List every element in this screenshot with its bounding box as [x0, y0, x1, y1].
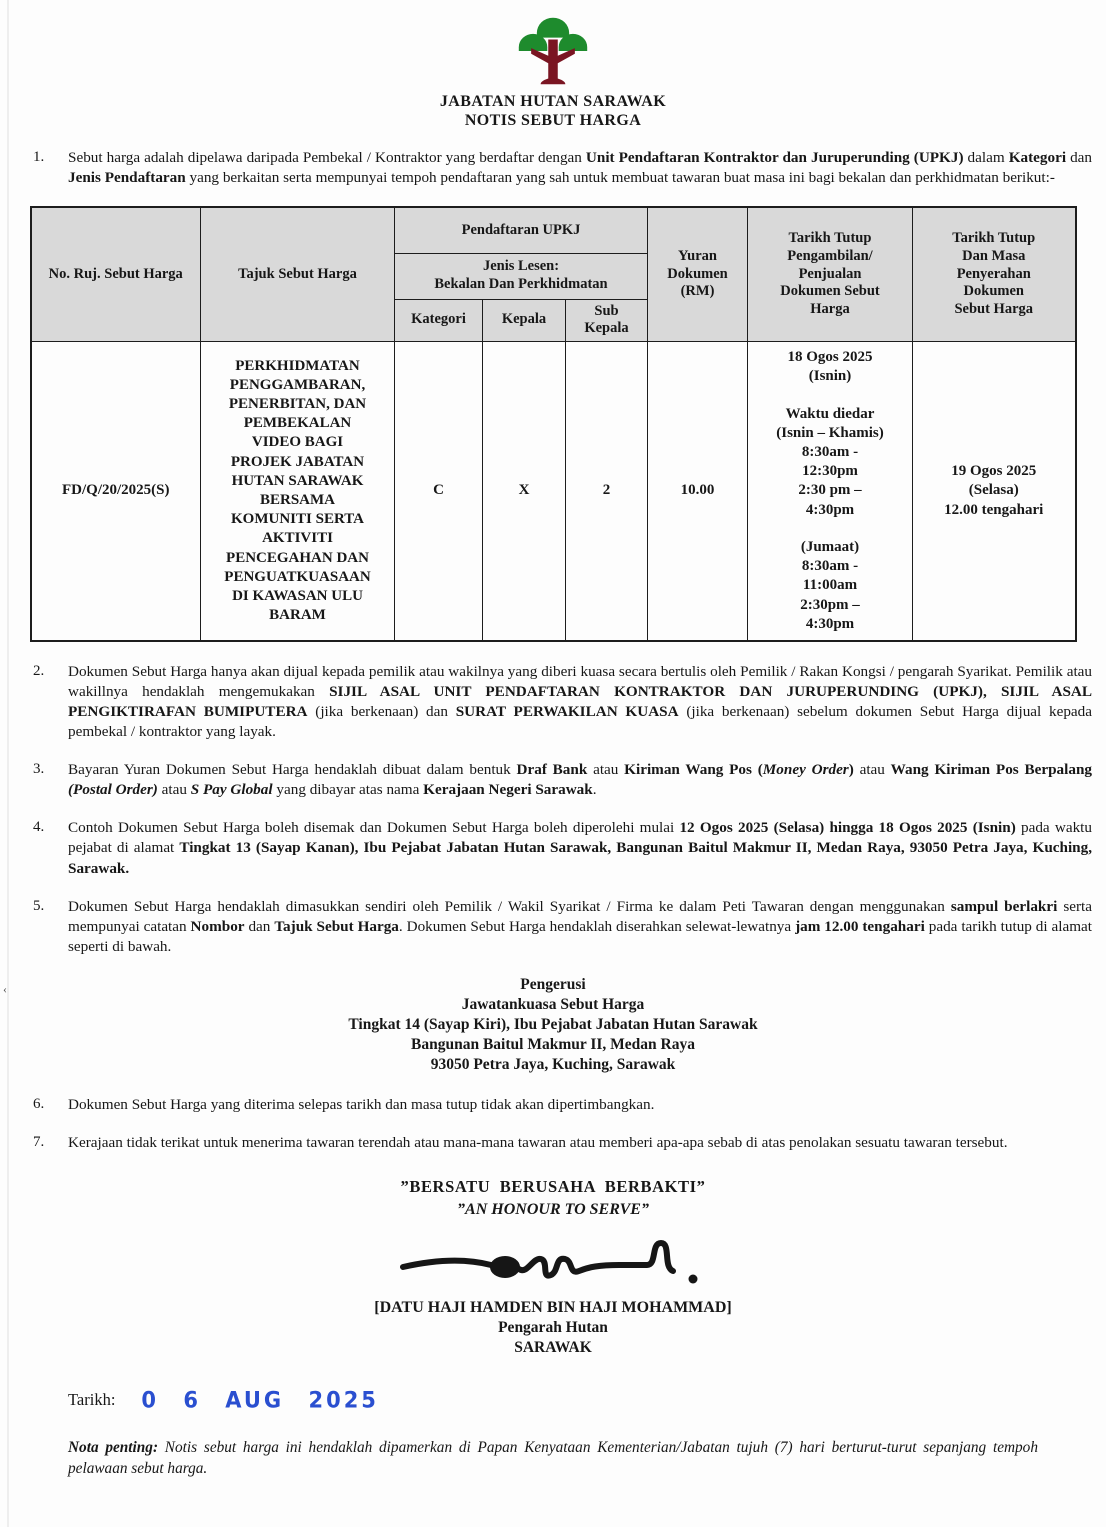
text-segment: (jika berkenaan) sebelum dokumen Sebut Harga dijual kepada pembekal / kontraktor yang layak.	[68, 703, 1093, 741]
clause-3	[0, 760, 1106, 800]
text-segment: SIJIL ASAL UNIT PENDAFTARAN KONTRAKTOR DAN JURUPERUNDING (UPKJ), SIJIL ASAL PENGIKTIRAFAN BUMIPUTERA	[68, 683, 1092, 721]
text-line: (Selasa)	[968, 482, 1019, 499]
clause-number: 6.	[33, 1095, 45, 1112]
text-segment: dan	[1066, 149, 1092, 166]
org-title: JABATAN HUTAN SARAWAK	[439, 93, 667, 110]
text-segment: atau	[157, 781, 191, 799]
text-line: 2:30 pm –	[798, 482, 862, 499]
text-segment: Tingkat 13 (Sayap Kanan), Ibu Pejabat Jabatan Hutan Sarawak, Bangunan Baitul Makmur II, Medan Raya, 93050 Petra Jaya, Kuching, Sarawak.	[68, 839, 1093, 877]
scan-artifact-line	[7, 0, 9, 1527]
text-line: (Isnin)	[808, 368, 852, 385]
text-segment: dan	[244, 917, 275, 935]
text-segment: Kerajaan tidak terikat untuk menerima tawaran terendah atau mana-mana tawaran atau memberi apa-apa sebab di atas penolakan sesuatu tawaran tersebut.	[68, 1133, 1008, 1151]
col-header-tajuk: Tajuk Sebut Harga	[201, 207, 395, 341]
text-line: 12.00 tengahari	[944, 501, 1044, 518]
text-line: Penyerahan	[956, 265, 1031, 282]
text-line: PROJEK JABATAN	[230, 453, 365, 470]
text-line: Sebut Harga	[954, 301, 1034, 318]
text-line: BERSAMA	[259, 492, 335, 509]
document-header	[0, 12, 1106, 130]
page-title: NOTIS SEBUT HARGA	[464, 112, 642, 129]
col-header-kategori: Kategori	[395, 299, 483, 341]
text-segment: Sebut harga adalah dipelawa daripada Pembekal / Kontraktor yang berdaftar dengan	[68, 149, 586, 166]
text-line: PENCEGAHAN DAN	[226, 549, 369, 566]
clause-text	[68, 662, 1092, 742]
text-line: Tingkat 14 (Sayap Kiri), Ibu Pejabat Jabatan Hutan Sarawak	[348, 1015, 758, 1033]
text-segment: pada tarikh tutup di alamat seperti di bawah.	[68, 917, 1092, 955]
text-line: Pengerusi	[520, 975, 586, 993]
text-segment: serta mempunyai catatan	[68, 897, 1093, 935]
clause-text	[68, 760, 1092, 800]
text-line: Dokumen	[667, 265, 728, 282]
text-line: BARAM	[269, 607, 326, 624]
cell-tarikh-penyerahan	[913, 342, 1076, 642]
text-segment: yang berkaitan serta mempunyai tempoh pendaftaran yang sah untuk membuat tawaran buat masa ini bagi bekalan dan perkhidmatan berikut:-	[185, 169, 1055, 187]
clause-number: 7.	[33, 1133, 45, 1150]
text-segment: )	[848, 761, 854, 779]
clause-number: 4.	[33, 819, 45, 836]
text-line: 93050 Petra Jaya, Kuching, Sarawak	[430, 1055, 676, 1073]
text-line: 11:00am	[802, 577, 858, 594]
text-line: PENGGAMBARAN,	[229, 376, 366, 393]
text-line: PENGUATKUASAAN	[224, 568, 371, 585]
text-line: KOMUNITI SERTA	[231, 511, 364, 528]
quotation-table	[30, 206, 1077, 642]
text-line: Tarikh Tutup	[788, 230, 872, 247]
text-line: Dokumen Sebut	[780, 283, 880, 300]
clause-text	[68, 1095, 1092, 1115]
cell-yuran: 10.00	[648, 342, 748, 642]
text-line: DI KAWASAN ULU	[232, 587, 363, 604]
text-line: Jenis Lesen:	[482, 258, 560, 275]
text-line: Sub	[594, 302, 619, 319]
signature	[393, 1229, 713, 1293]
submission-address	[0, 975, 1106, 1075]
table-row	[31, 342, 1076, 642]
text-segment: sampul berlakri	[950, 897, 1058, 915]
text-line: Bekalan Dan Perkhidmatan	[434, 276, 608, 293]
text-line: Jawatankuasa Sebut Harga	[461, 995, 645, 1013]
text-line: (RM)	[680, 283, 715, 300]
clause-number: 3.	[33, 761, 45, 778]
clause-text	[68, 897, 1092, 957]
motto-english: ”AN HONOUR TO SERVE”	[457, 1200, 649, 1218]
text-segment: Tajuk Sebut Harga	[274, 917, 399, 935]
text-line: Bangunan Baitul Makmur II, Medan Raya	[411, 1035, 695, 1053]
col-header-no-ruj: No. Ruj. Sebut Harga	[31, 207, 201, 341]
col-header-tarikh-pengambilan	[748, 207, 913, 341]
scan-artifact-mark: ‹	[3, 982, 7, 996]
cell-sub-kepala: 2	[566, 342, 648, 642]
text-line: 4:30pm	[805, 615, 855, 632]
text-segment: Dokumen Sebut Harga hanya akan dijual kepada pemilik atau wakilnya yang diberi kuasa secara bertulis oleh Pemilik / Rakan Kongsi / pengarah Syarikat. Pemilik atau wakillnya hendaklah mengemukakan	[68, 663, 1092, 701]
text-line: 18 Ogos 2025	[787, 349, 873, 365]
signatory-title: Pengarah Hutan	[498, 1318, 608, 1336]
clause-list	[0, 148, 1106, 1153]
text-segment: SURAT PERWAKILAN KUASA	[455, 703, 679, 721]
clause-number: 2.	[33, 663, 45, 680]
text-line: PENERBITAN, DAN	[228, 396, 367, 413]
col-header-jenis-lesen	[395, 253, 648, 299]
text-segment: Kiriman Wang Pos (	[624, 761, 763, 779]
signatory-region: SARAWAK	[514, 1338, 592, 1356]
text-segment: Nota penting:	[68, 1438, 159, 1456]
text-line: 4:30pm	[805, 501, 855, 518]
col-header-yuran	[648, 207, 748, 341]
date-line	[68, 1388, 1106, 1412]
cell-tarikh-pengambilan	[748, 342, 913, 642]
text-line: Waktu diedar	[785, 405, 875, 422]
text-segment: Draf Bank	[516, 761, 588, 779]
text-line: 2:30pm –	[800, 596, 860, 613]
motto-malay: ”BERSATU BERUSAHA BERBAKTI”	[400, 1176, 706, 1196]
cell-tajuk	[201, 342, 395, 642]
cell-no-ruj: FD/Q/20/2025(S)	[31, 342, 201, 642]
text-line: 8:30am -	[801, 444, 859, 461]
clause-text	[68, 1133, 1092, 1153]
cell-kategori: C	[395, 342, 483, 642]
text-segment: Jenis Pendaftaran	[68, 169, 186, 187]
col-header-pendaftaran-upkj: Pendaftaran UPKJ	[395, 207, 648, 253]
clause-5	[0, 897, 1106, 957]
col-header-kepala: Kepala	[483, 299, 566, 341]
text-segment: Contoh Dokumen Sebut Harga boleh disemak dan Dokumen Sebut Harga boleh diperolehi mulai	[68, 819, 680, 837]
text-line: Penjualan	[798, 265, 862, 282]
text-line: HUTAN SARAWAK	[231, 472, 364, 489]
text-line: Dan Masa	[962, 248, 1026, 265]
text-segment: Notis sebut harga ini hendaklah dipamerkan di Papan Kenyataan Kementerian/Jabatan tujuh (7) hari berturut-turut sepanjang tempoh pelawaan sebut harga.	[68, 1438, 1038, 1477]
text-line	[752, 386, 908, 404]
text-segment: atau	[853, 761, 891, 779]
text-segment: Nombor	[190, 917, 245, 935]
col-header-sub-kepala	[566, 299, 648, 341]
text-segment: Wang Kiriman Pos Berpalang	[890, 761, 1092, 779]
text-line: Harga	[810, 301, 850, 318]
text-line: Kepala	[584, 320, 629, 337]
text-line: 12:30pm	[802, 463, 858, 480]
text-segment: . Dokumen Sebut Harga hendaklah diserahkan selewat-lewatnya	[398, 917, 796, 935]
text-segment: atau	[587, 761, 625, 779]
forestry-department-logo-icon	[505, 12, 601, 88]
cell-kepala: X	[483, 342, 566, 642]
clause-number: 5.	[33, 897, 45, 914]
date-label: Tarikh:	[68, 1389, 116, 1409]
text-segment: Kategori	[1008, 149, 1067, 166]
text-segment: Dokumen Sebut Harga yang diterima selepas tarikh dan masa tutup tidak akan dipertimbangkan.	[68, 1095, 655, 1113]
text-line: PEMBEKALAN	[243, 415, 352, 432]
text-segment: dalam	[963, 149, 1009, 166]
col-header-tarikh-penyerahan	[913, 207, 1076, 341]
text-line: Pengambilan/	[787, 248, 873, 265]
text-segment: Bayaran Yuran Dokumen Sebut Harga hendaklah dibuat dalam bentuk	[68, 761, 517, 779]
text-segment: 12 Ogos 2025 (Selasa) hingga 18 Ogos 2025 (Isnin)	[679, 819, 1016, 837]
text-segment: (jika berkenaan) dan	[307, 703, 456, 721]
text-segment: yang dibayar atas nama	[272, 781, 424, 799]
text-line: 19 Ogos 2025	[951, 463, 1037, 480]
text-line: Dokumen	[963, 283, 1024, 300]
clause-2	[0, 662, 1106, 742]
clause-1	[0, 148, 1106, 188]
clause-7	[0, 1133, 1106, 1153]
text-segment: pada waktu pejabat di alamat	[68, 819, 1092, 857]
text-line: (Isnin – Khamis)	[776, 424, 884, 441]
text-line: Yuran	[678, 248, 717, 265]
text-segment: Kerajaan Negeri Sarawak	[423, 781, 593, 799]
clause-4	[0, 818, 1106, 878]
text-segment: jam 12.00 tengahari	[795, 917, 925, 935]
important-note	[68, 1438, 1038, 1479]
signatory-name: [DATU HAJI HAMDEN BIN HAJI MOHAMMAD]	[374, 1298, 732, 1316]
signature-block	[0, 1229, 1106, 1358]
text-line: Tarikh Tutup	[952, 230, 1036, 247]
clause-text	[68, 148, 1092, 188]
clause-text	[68, 818, 1092, 878]
text-segment: .	[592, 781, 597, 799]
text-line: AKTIVITI	[262, 530, 333, 547]
date-stamp: 0 6 AUG 2025	[141, 1387, 379, 1413]
text-segment: Dokumen Sebut Harga hendaklah dimasukkan sendiri oleh Pemilik / Wakil Syarikat / Firma ke dalam Peti Tawaran dengan menggunakan	[68, 897, 951, 915]
text-line	[752, 520, 908, 538]
text-line: PERKHIDMATAN	[235, 357, 360, 374]
clause-6	[0, 1095, 1106, 1115]
text-segment: Unit Pendaftaran Kontraktor dan Juruperunding (UPKJ)	[585, 149, 964, 166]
text-line: (Jumaat)	[800, 539, 860, 556]
text-segment: Money Order	[762, 761, 849, 779]
text-segment: (Postal Order)	[68, 781, 158, 799]
text-line: 8:30am -	[801, 558, 859, 575]
clause-number: 1.	[33, 149, 45, 165]
text-segment: S Pay Global	[190, 781, 273, 799]
motto-block	[0, 1177, 1106, 1219]
text-line: VIDEO BAGI	[251, 434, 344, 451]
